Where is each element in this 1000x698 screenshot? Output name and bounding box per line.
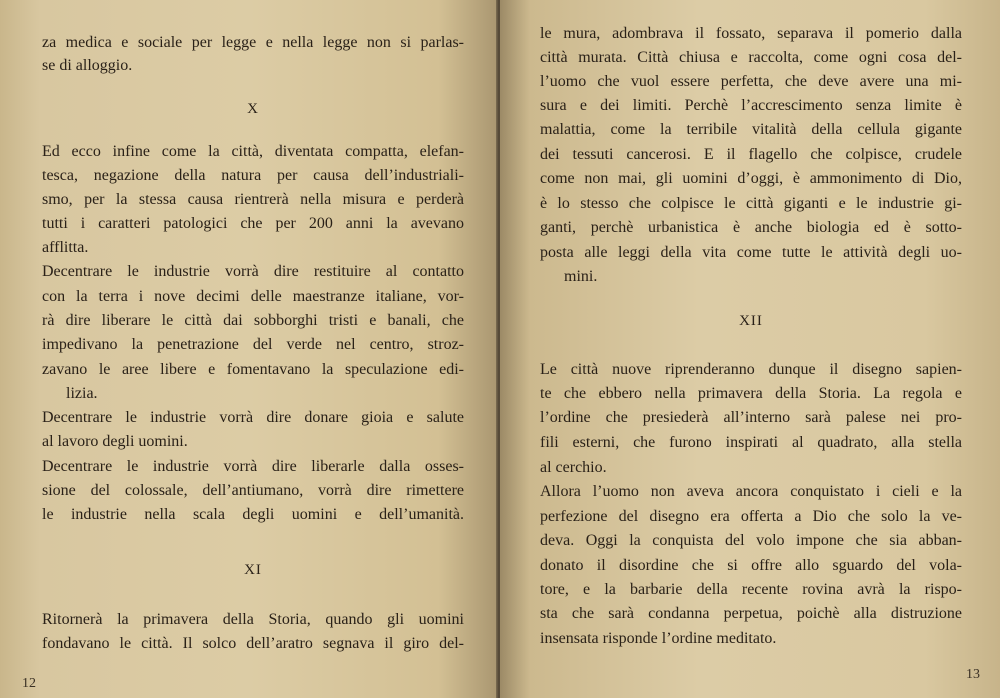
text-line: sione del colossale, dell’antiumano, vorrà dire rimettere <box>42 482 464 499</box>
text-line: rà dire liberare le città dai sobborghi tristi e banali, che <box>42 312 464 329</box>
text-line: posta alle leggi della vita come tutte le attività degli uo- <box>540 244 962 261</box>
text-line: con la terra i nove decimi delle maestranze italiane, vor- <box>42 288 464 305</box>
text-line: donato il disordine che si offre allo sguardo del vola- <box>540 557 962 574</box>
text-line: impedivano la penetrazione del verde nel centro, stroz- <box>42 336 464 353</box>
text-line: al cerchio. <box>540 459 607 476</box>
text-line: perfezione del disegno era offerta a Dio che solo la ve- <box>540 508 962 525</box>
page-number: 12 <box>22 676 36 691</box>
text-line: Decentrare le industrie vorrà dire restituire al contatto <box>42 263 464 280</box>
text-line: fondavano le città. Il solco dell’aratro segnava il giro del- <box>42 635 464 652</box>
text-line: deva. Oggi la conquista del volo impone che sia abban- <box>540 532 962 549</box>
text-line: lizia. <box>66 385 98 402</box>
page-number: 13 <box>966 667 980 682</box>
text-line: città murata. Città chiusa e raccolta, come ogni cosa del- <box>540 49 962 66</box>
text-line: tesca, negazione della natura per causa dell’industriali- <box>42 167 464 184</box>
text-line: sta che sarà condanna perpetua, poichè alla distruzione <box>540 605 962 622</box>
text-line: Ed ecco infine come la città, diventata compatta, elefan- <box>42 143 464 160</box>
text-line: ganti, perchè urbanistica è anche biologia ed è sotto- <box>540 219 962 236</box>
text-line: za medica e sociale per legge e nella legge non si parlas- <box>42 34 464 51</box>
text-line: come non mai, gli uomini d’oggi, è ammonimento di Dio, <box>540 170 962 187</box>
text-line: fili esterni, che furono inspirati al quadrato, alla stella <box>540 434 962 451</box>
text-line: Decentrare le industrie vorrà dire liberarle dalla osses- <box>42 458 464 475</box>
text-line: sura e dei limiti. Perchè l’accrescimento senza limite è <box>540 97 962 114</box>
text-line: l’ordine che presiederà all’interno sarà palese nei pro- <box>540 409 962 426</box>
text-line: afflitta. <box>42 239 89 256</box>
text-line: malattia, come la terribile vitalità della cellula gigante <box>540 121 962 138</box>
text-line: insensata risponde l’ordine meditato. <box>540 630 777 647</box>
text-line: Decentrare le industrie vorrà dire donare gioia e salute <box>42 409 464 426</box>
text-line: le mura, adombrava il fossato, separava il pomerio dalla <box>540 25 962 42</box>
left-page <box>0 0 498 698</box>
text-line: mini. <box>564 268 598 285</box>
text-line: le industrie nella scala degli uomini e dell’umanità. <box>42 506 464 523</box>
text-line: tore, e la barbarie della recente rovina avrà la rispo- <box>540 581 962 598</box>
text-line: zavano le aree libere e fomentavano la speculazione edi- <box>42 361 464 378</box>
text-line: è lo stesso che colpisce le città giganti e le industrie gi- <box>540 195 962 212</box>
section-heading-xi: XI <box>244 562 262 578</box>
text-line: l’uomo che vuol essere perfetta, che deve avere una mi- <box>540 73 962 90</box>
text-line: al lavoro degli uomini. <box>42 433 188 450</box>
right-page <box>500 0 1000 698</box>
text-line: smo, per la stessa causa rientrerà nella misura e perderà <box>42 191 464 208</box>
text-line: tutti i caratteri patologici che per 200 anni la avevano <box>42 215 464 232</box>
text-line: se di alloggio. <box>42 57 133 74</box>
section-heading-xii: XII <box>739 313 763 329</box>
text-line: te che ebbero nella primavera della Storia. La regola e <box>540 385 962 402</box>
text-line: Ritornerà la primavera della Storia, quando gli uomini <box>42 611 464 628</box>
text-line: dei tessuti cancerosi. E il flagello che colpisce, crudele <box>540 146 962 163</box>
text-line: Allora l’uomo non aveva ancora conquistato i cieli e la <box>540 483 962 500</box>
text-line: Le città nuove riprenderanno dunque il disegno sapien- <box>540 361 962 378</box>
section-heading-x: X <box>247 101 259 117</box>
